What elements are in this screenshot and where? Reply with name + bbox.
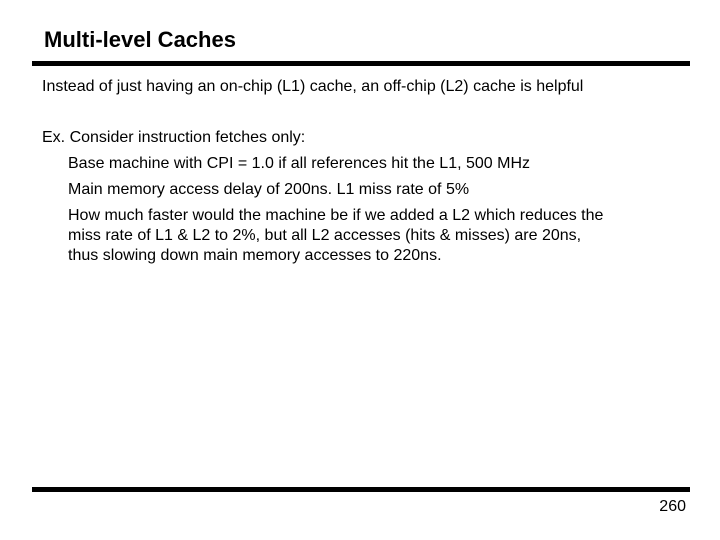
example-item-base-machine xyxy=(68,154,678,174)
example-item-memory-delay xyxy=(68,180,678,200)
page-number: 260 xyxy=(659,498,686,515)
example-line: miss rate of L1 & L2 to 2%, but all L2 accesses (hits & misses) are 20ns, xyxy=(68,227,582,244)
footer-divider xyxy=(32,487,690,492)
slide-title: Multi-level Caches xyxy=(44,27,236,52)
example-block xyxy=(42,128,682,266)
example-line: thus slowing down main memory accesses to 220ns. xyxy=(68,247,442,264)
example-lead: Ex. Consider instruction fetches only: xyxy=(42,129,306,146)
example-line: How much faster would the machine be if we added a L2 which reduces the xyxy=(68,207,604,224)
example-item-question xyxy=(68,206,678,266)
example-line: Base machine with CPI = 1.0 if all references hit the L1, 500 MHz xyxy=(68,155,531,172)
example-line: Main memory access delay of 200ns. L1 miss rate of 5% xyxy=(68,181,470,198)
title-divider xyxy=(32,61,690,66)
intro-text: Instead of just having an on-chip (L1) cache, an off-chip (L2) cache is helpful xyxy=(42,78,584,95)
